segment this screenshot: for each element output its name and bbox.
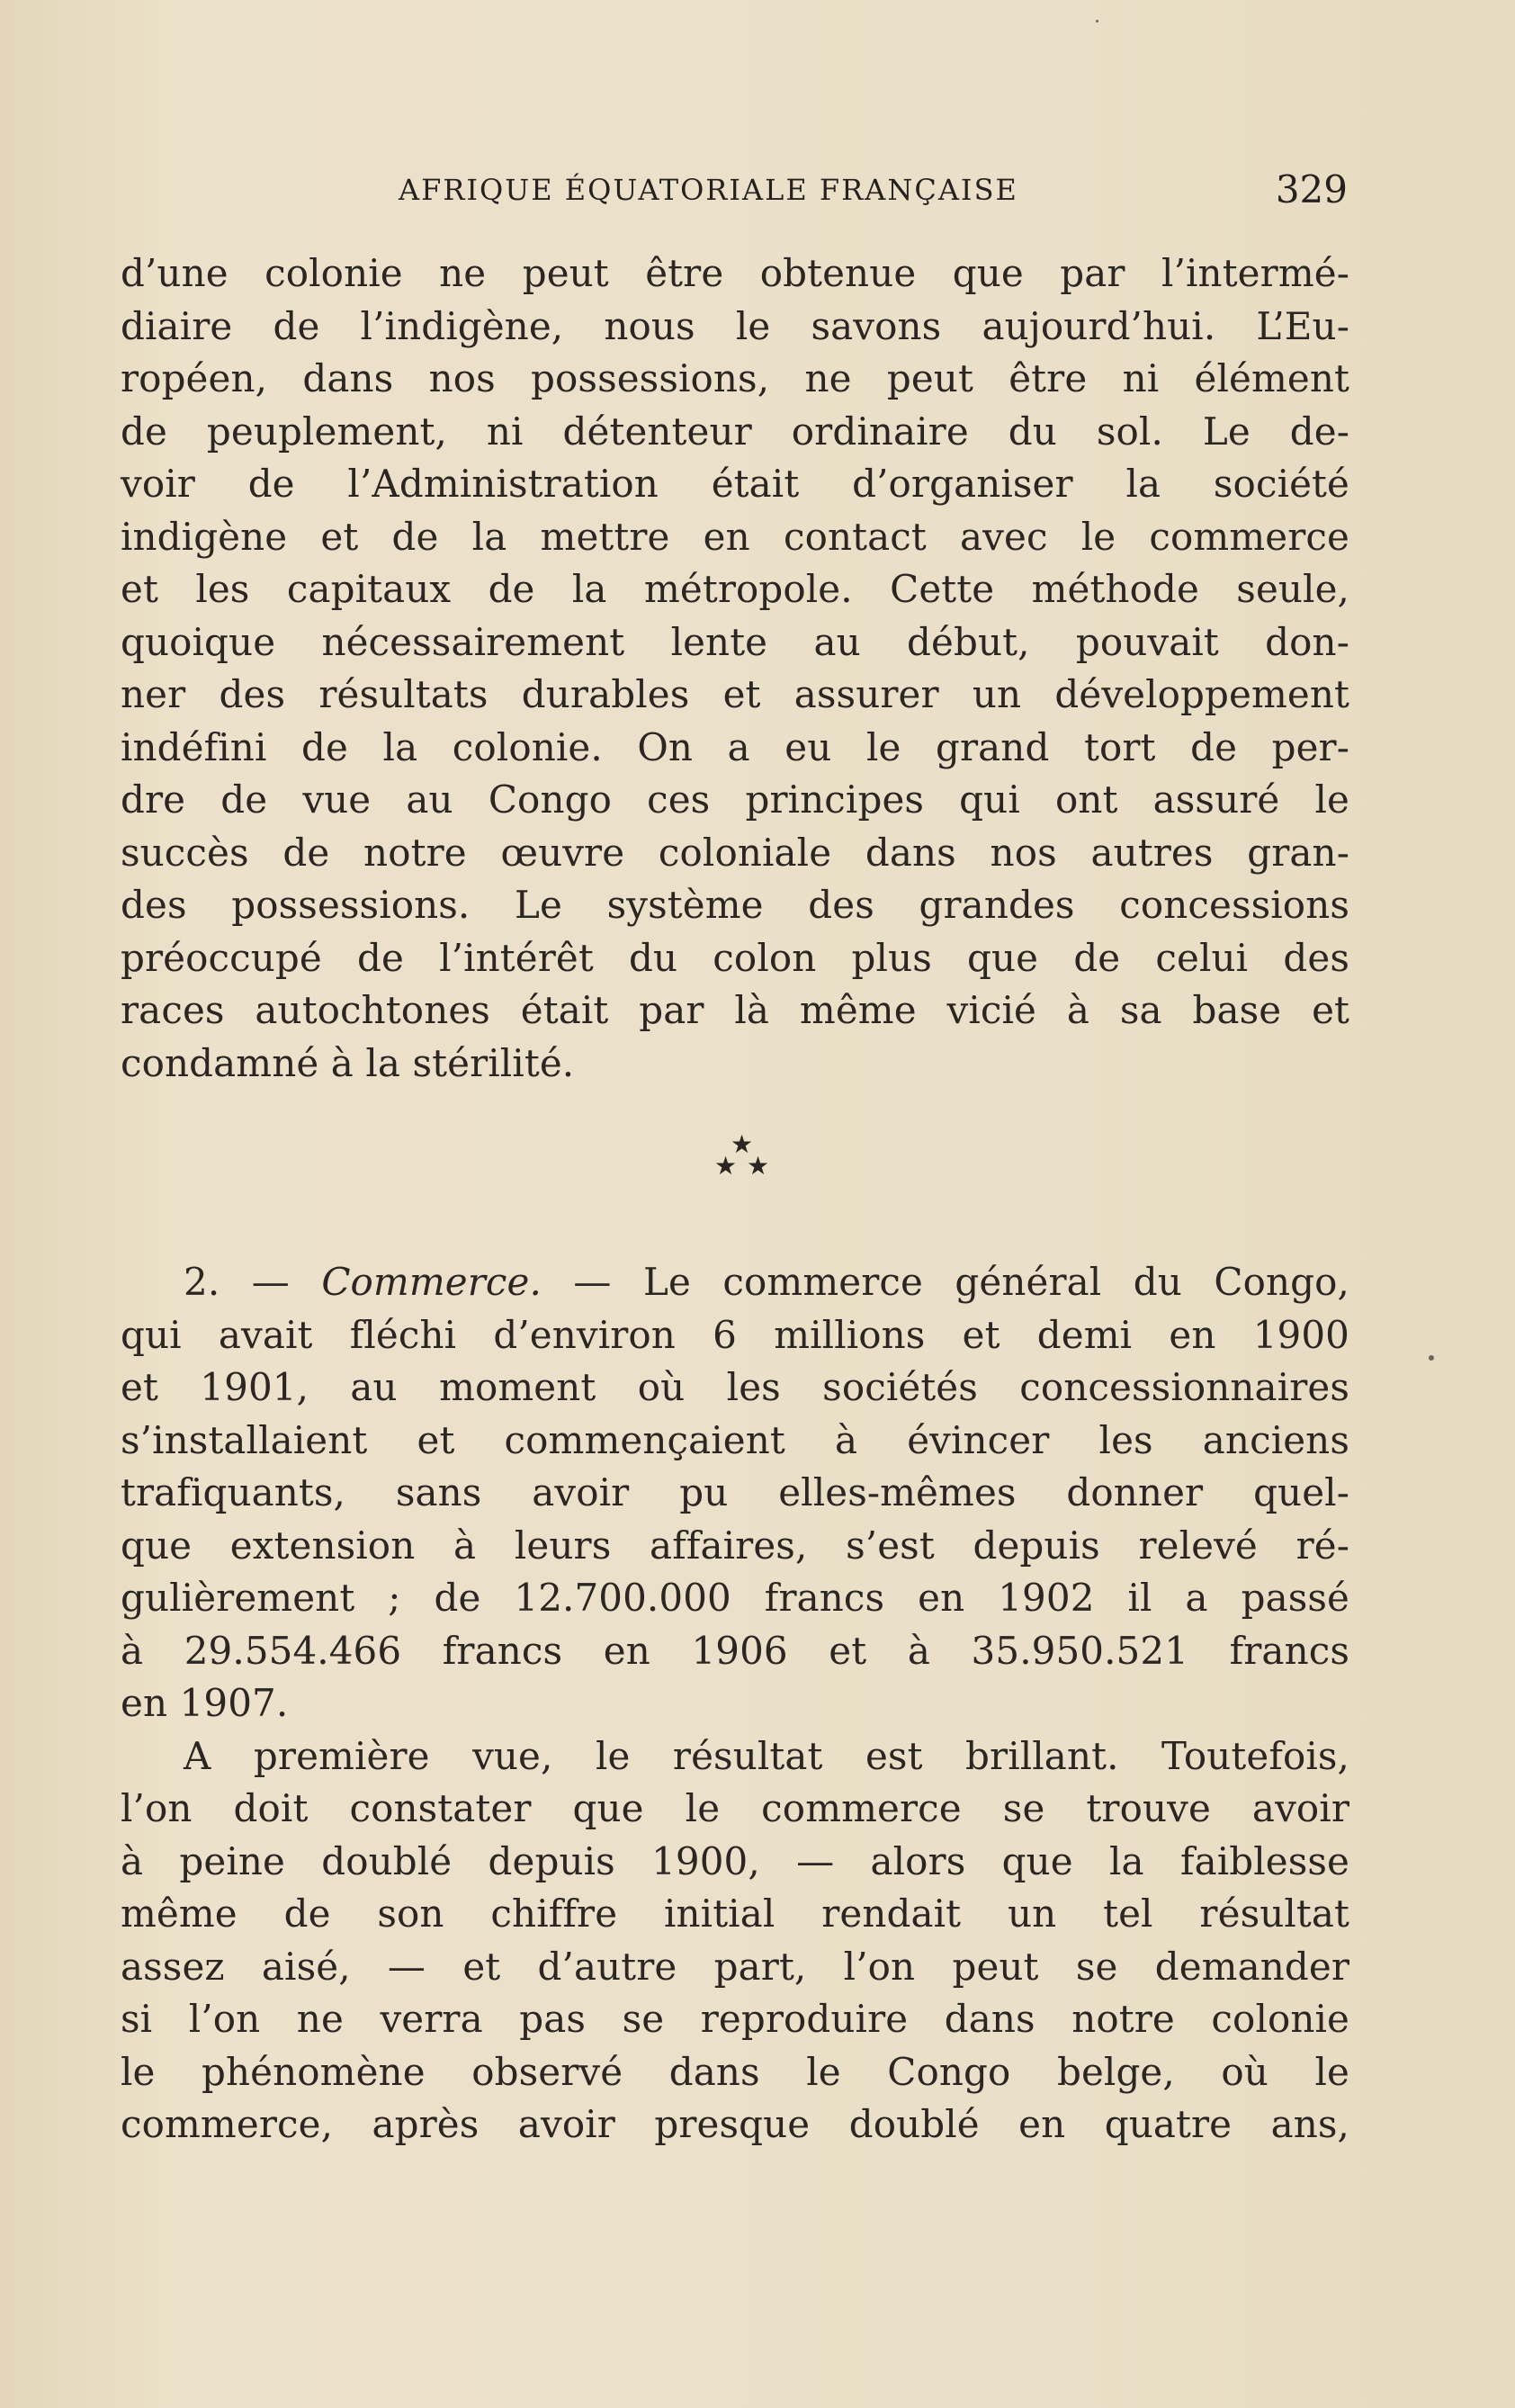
text-line: de peuplement, ni détenteur ordinaire du sol. Le de- <box>121 409 1349 454</box>
paper-speck <box>1096 20 1098 22</box>
star-icon: ★ <box>731 1129 754 1159</box>
text-line: préoccupé de l’intérêt du colon plus que de celui des <box>121 935 1349 980</box>
star-icon: ★ <box>747 1151 770 1181</box>
text-line: voir de l’Administration était d’organiser la société <box>121 462 1349 506</box>
text-line: et 1901, au moment où les sociétés concessionnaires <box>121 1365 1349 1409</box>
page-body <box>121 247 1349 2152</box>
running-head <box>399 167 1348 218</box>
text-line: quoique nécessairement lente au début, pouvait don- <box>121 619 1349 664</box>
text-line: diaire de l’indigène, nous le savons aujourd’hui. L’Eu- <box>121 303 1349 348</box>
text-line: gulièrement ; de 12.700.000 francs en 1902 il a passé <box>121 1576 1349 1620</box>
paragraph-commerce <box>121 1256 1349 1730</box>
text-line: si l’on ne verra pas se reproduire dans notre colonie <box>121 1997 1349 2041</box>
asterism-ornament <box>714 1129 768 1183</box>
text-line: succès de notre œuvre coloniale dans nos autres gran- <box>121 830 1349 875</box>
section-break <box>121 1090 1349 1256</box>
text-line: en 1907. <box>121 1681 289 1725</box>
paper-speck <box>1429 1355 1434 1361</box>
text-line: commerce, après avoir presque doublé en quatre ans, <box>121 2102 1349 2146</box>
text-line: assez aisé, — et d’autre part, l’on peut se demander <box>121 1944 1349 1989</box>
text-line: s’installaient et commençaient à évincer les anciens <box>121 1417 1349 1462</box>
text-line: qui avait fléchi d’environ 6 millions et demi en 1900 <box>121 1312 1349 1357</box>
text-line: indéfini de la colonie. On a eu le grand tort de per- <box>121 724 1349 769</box>
text-line: indigène et de la mettre en contact avec le commerce <box>121 514 1349 559</box>
text-line: le phénomène observé dans le Congo belge, où le <box>121 2049 1349 2094</box>
text-line: des possessions. Le système des grandes concessions <box>121 883 1349 927</box>
page-number: 329 <box>1275 167 1348 211</box>
section-heading-line <box>121 1256 1349 1309</box>
running-title: AFRIQUE ÉQUATORIALE FRANÇAISE <box>399 173 1018 207</box>
text-line: d’une colonie ne peut être obtenue que par l’intermé- <box>121 251 1349 295</box>
star-icon: ★ <box>714 1151 738 1181</box>
text-line: même de son chiffre initial rendait un tel résultat <box>121 1891 1349 1936</box>
text-line: à 29.554.466 francs en 1906 et à 35.950.521 francs <box>121 1628 1349 1673</box>
paragraph-concessions <box>121 247 1349 1090</box>
text-line: à peine doublé depuis 1900, — alors que la faiblesse <box>121 1838 1349 1883</box>
text-line: condamné à la stérilité. <box>121 1040 575 1085</box>
text-line: l’on doit constater que le commerce se trouve avoir <box>121 1786 1349 1830</box>
text-line: races autochtones était par là même vicié à sa base et <box>121 988 1349 1032</box>
text-line: trafiquants, sans avoir pu elles-mêmes donner quel- <box>121 1470 1349 1514</box>
text-line: ropéen, dans nos possessions, ne peut être ni élément <box>121 356 1349 400</box>
paragraph-assessment <box>121 1730 1349 2152</box>
text-line: et les capitaux de la métropole. Cette méthode seule, <box>121 567 1349 611</box>
text-line: ner des résultats durables et assurer un développement <box>121 672 1349 716</box>
section-number: 2. — <box>184 1260 322 1304</box>
text-line: dre de vue au Congo ces principes qui ont assuré le <box>121 777 1349 822</box>
section-title: Commerce. <box>321 1260 542 1304</box>
text-line: que extension à leurs affaires, s’est depuis relevé ré- <box>121 1523 1349 1568</box>
section-dash: — <box>541 1260 643 1304</box>
text-fragment: Le commerce général du Congo, <box>642 1260 1349 1304</box>
text-line: A première vue, le résultat est brillant. Toutefois, <box>184 1733 1349 1778</box>
